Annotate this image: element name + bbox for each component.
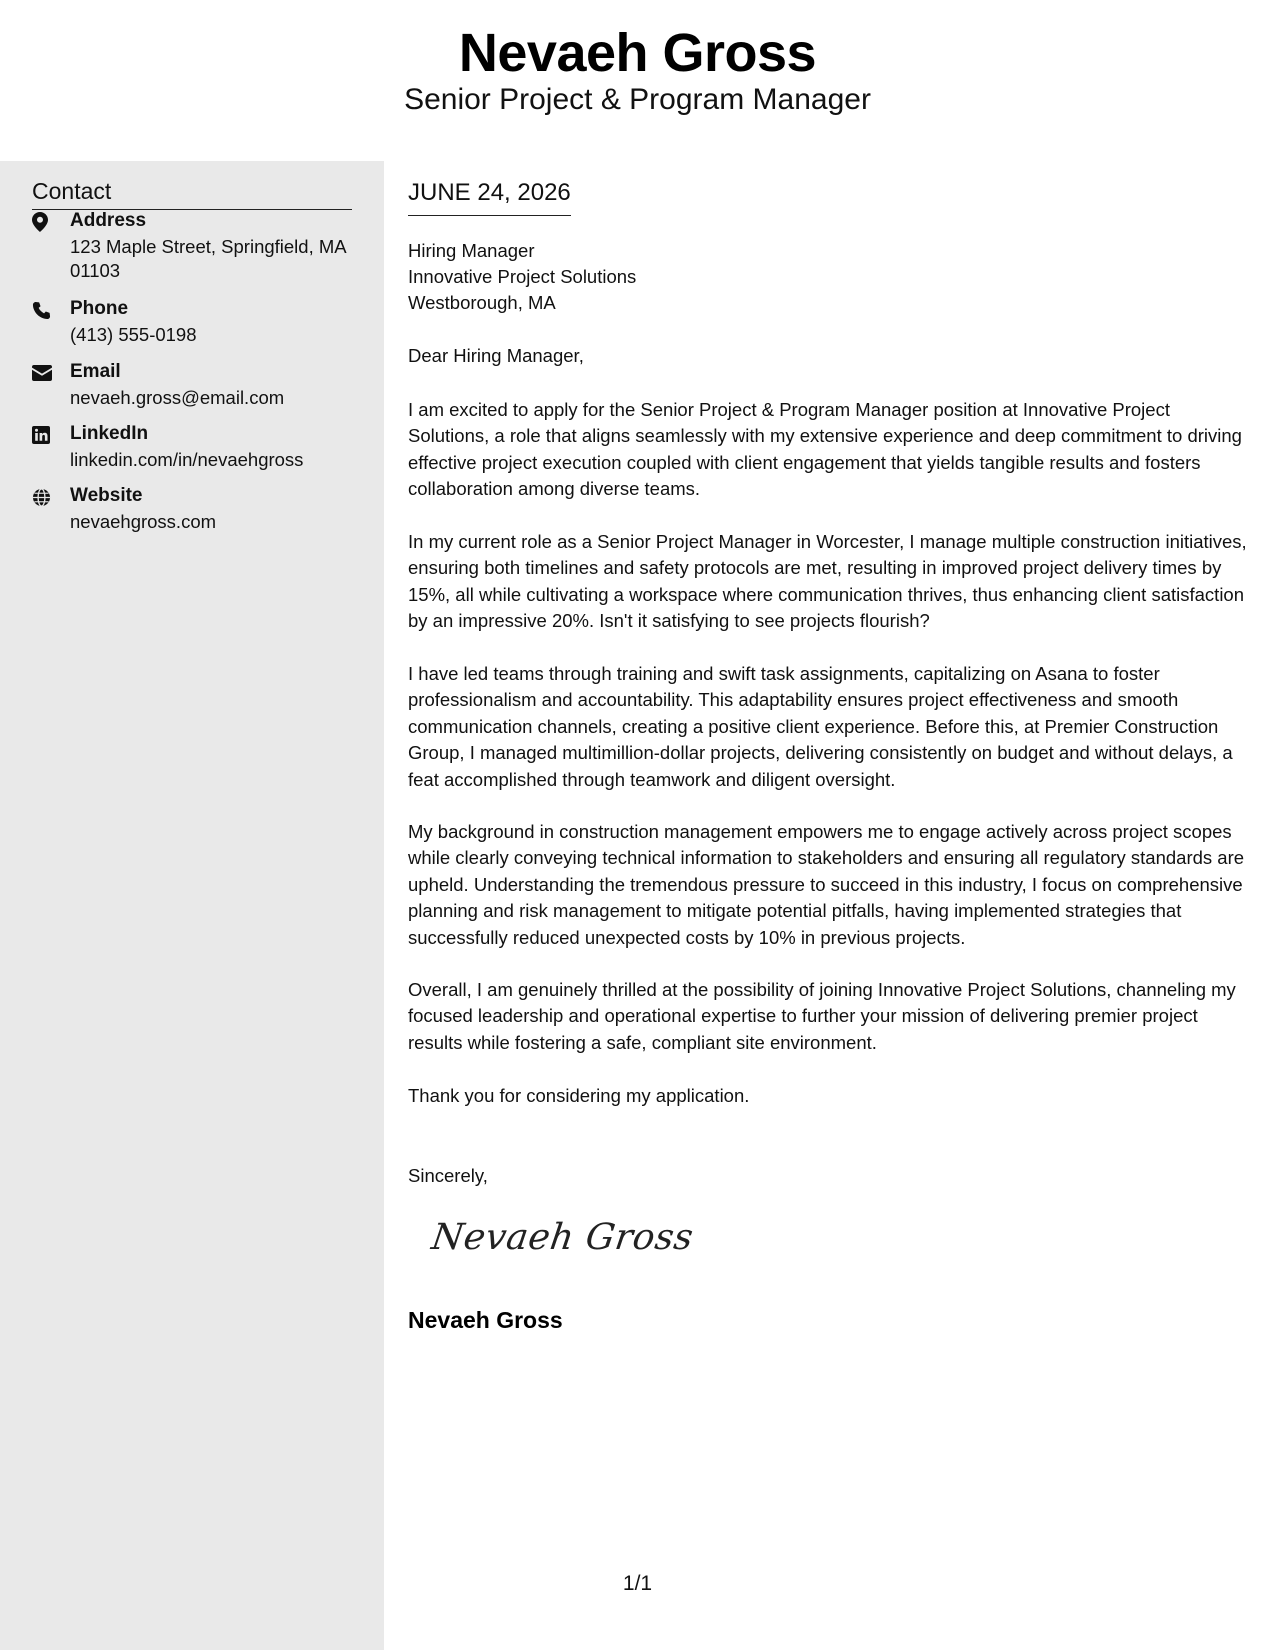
closing: Sincerely, xyxy=(408,1165,488,1186)
applicant-title: Senior Project & Program Manager xyxy=(404,83,871,116)
body-paragraph: I have led teams through training and swift task assignments, capitalizing on Asana to foster professionalism and accountability. This adaptability ensures project effectiveness and smooth communication channels, creating a positive client experience. Before this, at Premier Construction Group, I managed multimillion-dollar projects, delivering consistently on budget and without delays, a feat accomplished through teamwork and diligent oversight. xyxy=(408,663,1233,790)
recipient-line: Westborough, MA xyxy=(408,292,556,313)
envelope-icon xyxy=(32,362,56,384)
phone-label: Phone xyxy=(70,298,129,319)
signed-name: Nevaeh Gross xyxy=(408,1307,563,1333)
body-paragraph: I am excited to apply for the Senior Project & Program Manager position at Innovative Project Solutions, a role that aligns seamlessly with my extensive experience and deep commitment to driving effective project execution coupled with client engagement that yields tangible results and fosters collaboration among diverse teams. xyxy=(408,399,1242,500)
body-paragraph: Overall, I am genuinely thrilled at the possibility of joining Innovative Project Solutions, channeling my focused leadership and operational expertise to further your mission of delivering premier project results while fostering a safe, compliant site environment. xyxy=(408,979,1236,1053)
phone-value: (413) 555-0198 xyxy=(70,324,197,345)
body-paragraph: Thank you for considering my application. xyxy=(408,1085,750,1106)
salutation: Dear Hiring Manager, xyxy=(408,345,584,366)
email-value: nevaeh.gross@email.com xyxy=(70,387,285,408)
address-value: 123 Maple Street, Springfield, MA 01103 xyxy=(70,236,346,281)
handwritten-signature: Nevaeh Gross xyxy=(429,1217,697,1258)
recipient-line: Innovative Project Solutions xyxy=(408,266,637,287)
page-number xyxy=(0,1572,1275,1596)
letter-header xyxy=(0,0,1275,160)
recipient-line: Hiring Manager xyxy=(408,240,535,261)
contact-heading: Contact xyxy=(32,178,352,210)
globe-icon xyxy=(32,486,56,508)
address-label: Address xyxy=(70,210,147,231)
body-paragraph: My background in construction management empowers me to engage actively across project scopes while clearly conveying technical information to stakeholders and ensuring all regulatory standards are upheld. Understanding the tremendous pressure to succeed in this industry, I focus on comprehensive planning and risk management to mitigate potential pitfalls, having implemented strategies that successfully reduced unexpected costs by 10% in previous projects. xyxy=(408,821,1245,948)
contact-sidebar xyxy=(0,161,384,1650)
letter-date: JUNE 24, 2026 xyxy=(408,179,571,216)
page-number-text: 1/1 xyxy=(622,1572,653,1595)
phone-icon xyxy=(32,299,56,321)
applicant-name: Nevaeh Gross xyxy=(458,23,817,83)
website-label: Website xyxy=(70,485,143,506)
linkedin-label: LinkedIn xyxy=(70,423,149,444)
email-label: Email xyxy=(70,361,121,382)
recipient-block xyxy=(408,238,636,316)
map-pin-icon xyxy=(32,211,56,233)
linkedin-value: linkedin.com/in/nevaehgross xyxy=(70,449,304,470)
linkedin-icon xyxy=(32,424,56,446)
body-paragraph: In my current role as a Senior Project Manager in Worcester, I manage multiple construction initiatives, ensuring both timelines and safety protocols are met, resulting in improved project delivery times by 15%, all while cultivating a workspace where communication thrives, thus enhancing client satisfaction by an impressive 20%. Isn't it satisfying to see projects flourish? xyxy=(408,531,1247,632)
website-value: nevaehgross.com xyxy=(70,511,217,532)
